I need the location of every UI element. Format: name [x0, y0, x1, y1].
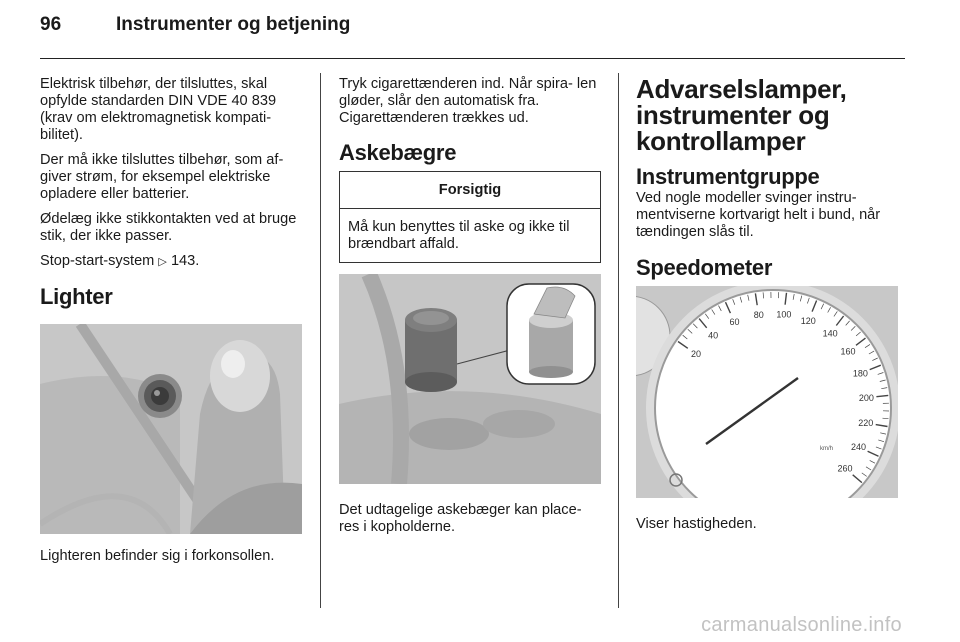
lighter-illustration — [40, 324, 302, 534]
heading-lighter: Lighter — [40, 284, 113, 309]
ashtray-illustration — [339, 274, 601, 484]
caution-box — [339, 171, 601, 263]
column-1 — [40, 76, 302, 573]
watermark: carmanualsonline.info — [701, 614, 902, 636]
reference-arrow-icon: ▷ — [158, 256, 167, 268]
paragraph-socket-damage: Ødelæg ikke stikkontakten ved at bruge stik, der ikke passer. — [40, 211, 297, 244]
speed-label: 260 — [837, 463, 853, 474]
heading-instrument-cluster: Instrumentgruppe — [636, 164, 820, 189]
caption-lighter: Lighteren befinder sig i forkonsollen. — [40, 548, 275, 564]
speed-label: 80 — [753, 310, 764, 321]
heading-speedometer: Speedometer — [636, 255, 773, 280]
caution-title: Forsigtig — [340, 172, 600, 209]
speed-unit: km/h — [820, 446, 834, 452]
stop-start-text: Stop-start-system — [40, 253, 155, 269]
speed-label: 140 — [822, 328, 838, 339]
paragraph-stop-start — [40, 253, 302, 271]
column-divider-2 — [618, 73, 619, 608]
page-number: 96 — [40, 14, 62, 35]
column-3 — [636, 76, 904, 541]
speed-label: 60 — [729, 317, 740, 328]
column-2 — [339, 76, 601, 544]
speed-label: 240 — [850, 442, 867, 453]
paragraph-needles: Ved nogle modeller svinger instru- mentviserne kortvarigt helt i bund, når tændingen slås til. — [636, 190, 881, 240]
heading-warning-lamps: Advarselslamper, instrumenter og kontrollamper — [636, 74, 847, 156]
heading-ashtrays: Askebægre — [339, 140, 457, 165]
column-divider-1 — [320, 73, 321, 608]
paragraph-accessories: Elektrisk tilbehør, der tilsluttes, skal opfylde standarden DIN VDE 40 839 (krav om elektromagnetisk kompati- bilitet). — [40, 76, 277, 143]
header-rule — [40, 58, 905, 59]
speed-label: 160 — [840, 346, 856, 357]
speed-label: 20 — [690, 349, 702, 360]
page-title: Instrumenter og betjening — [116, 14, 351, 35]
paragraph-no-chargers: Der må ikke tilsluttes tilbehør, som af- giver strøm, for eksempel elektriske opladere eller batterier. — [40, 152, 284, 202]
speed-label: 200 — [858, 392, 874, 403]
caption-ashtray: Det udtagelige askebæger kan place- res i kopholderne. — [339, 502, 582, 535]
speed-label: 180 — [852, 368, 868, 379]
caption-speedometer: Viser hastigheden. — [636, 516, 757, 532]
speedometer-illustration — [636, 286, 898, 498]
paragraph-lighter-usage: Tryk cigarettænderen ind. Når spira- len gløder, slår den automatisk fra. Cigarettænderen trækkes ud. — [339, 76, 597, 126]
page-header — [40, 14, 350, 36]
speed-label: 120 — [800, 315, 816, 326]
reference-page[interactable]: 143. — [170, 253, 200, 269]
speed-tick — [883, 418, 889, 419]
speed-label: 220 — [858, 418, 874, 428]
speed-tick — [763, 292, 764, 298]
caution-text: Må kun benyttes til aske og ikke til brændbart affald. — [348, 219, 570, 252]
speed-label: 100 — [776, 309, 792, 320]
speed-label: 40 — [708, 330, 719, 341]
